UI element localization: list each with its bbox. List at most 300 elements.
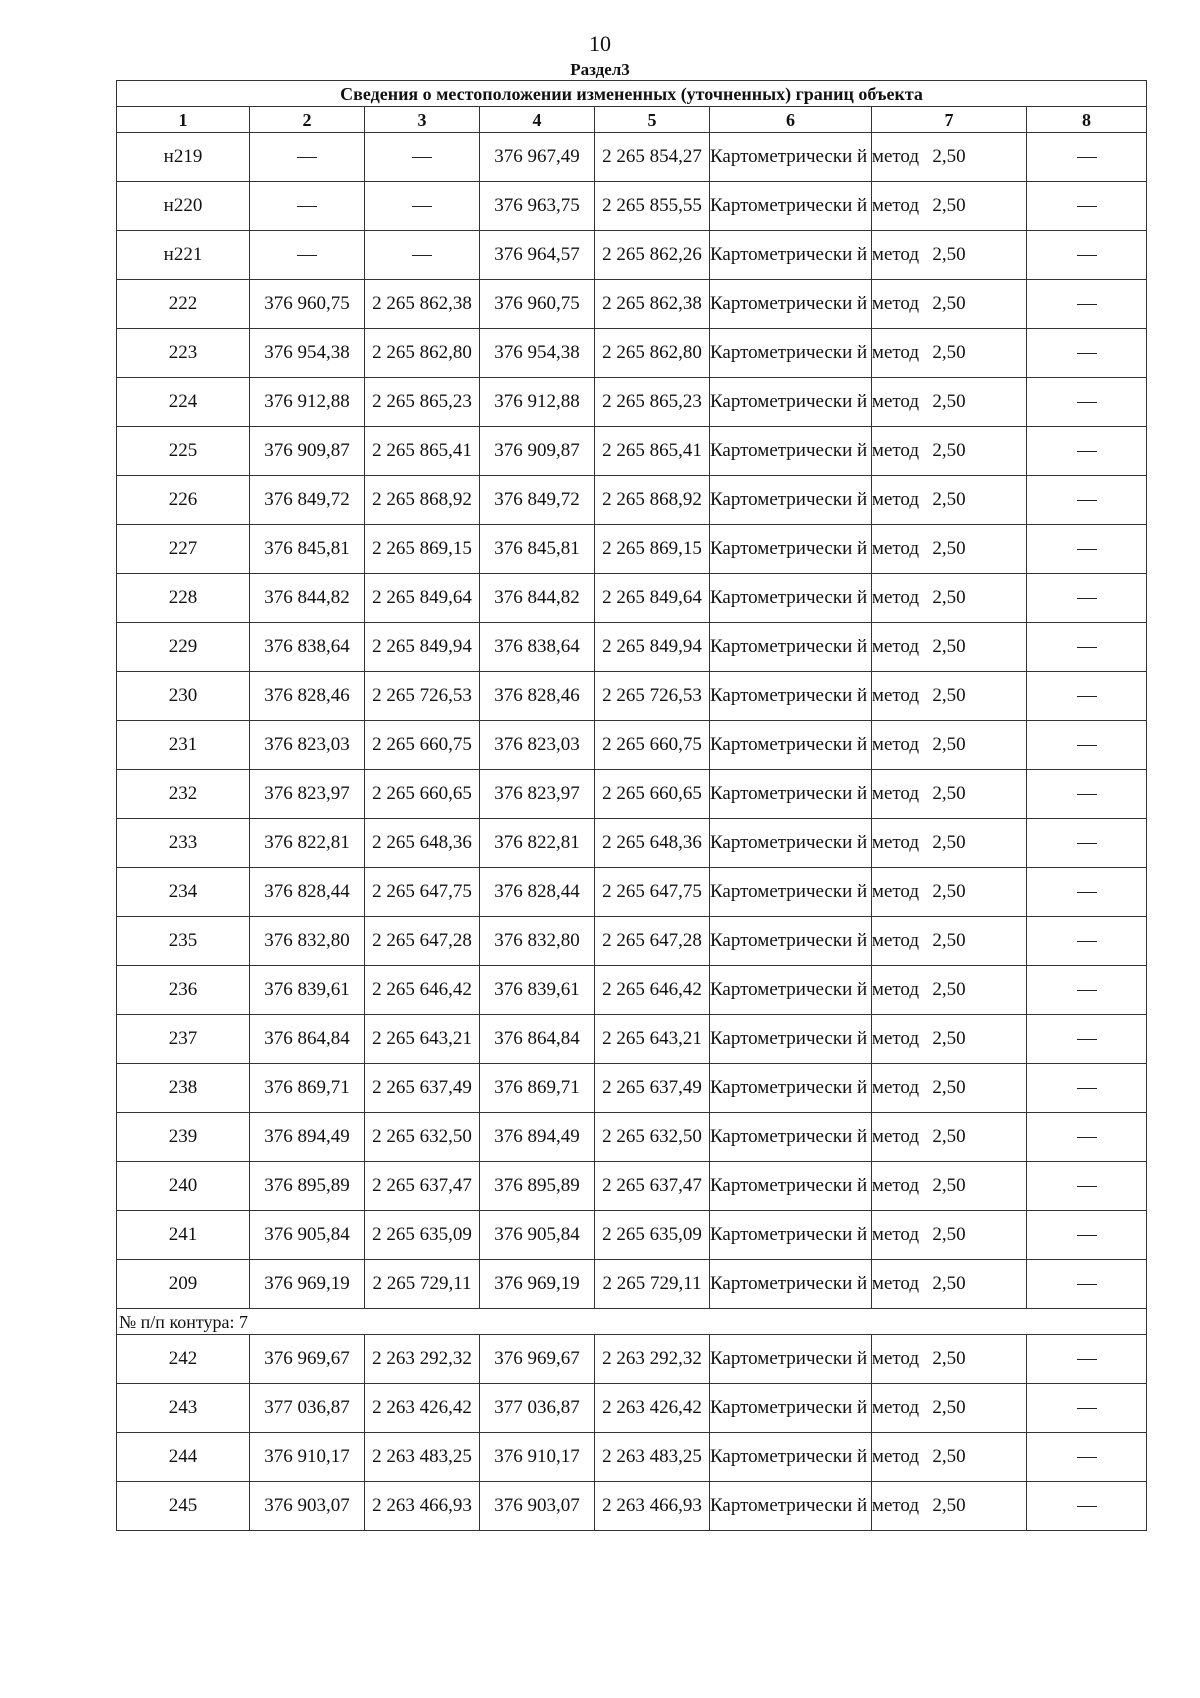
- point-number-cell: 230: [117, 672, 250, 721]
- dash-mark: [1077, 451, 1097, 452]
- new-x-cell: 376 954,38: [480, 329, 595, 378]
- accuracy-cell: 2,50: [872, 868, 1027, 917]
- new-y-cell: 2 265 637,47: [595, 1162, 710, 1211]
- dash-mark: [1077, 500, 1097, 501]
- dash-mark: [1077, 1457, 1097, 1458]
- table-row: [117, 378, 1147, 427]
- new-x-cell: 376 969,19: [480, 1260, 595, 1309]
- new-x-cell: 377 036,87: [480, 1384, 595, 1433]
- column-8-cell: [1027, 476, 1147, 525]
- dash-mark: [1077, 1137, 1097, 1138]
- accuracy-cell: 2,50: [872, 280, 1027, 329]
- accuracy-cell: 2,50: [872, 1015, 1027, 1064]
- existing-y-cell: 2 265 637,49: [365, 1064, 480, 1113]
- existing-y-cell: 2 265 865,23: [365, 378, 480, 427]
- existing-x-cell: 376 849,72: [250, 476, 365, 525]
- existing-y-cell: [365, 231, 480, 280]
- existing-x-cell: 376 869,71: [250, 1064, 365, 1113]
- table-row: [117, 917, 1147, 966]
- table-row: [117, 1384, 1147, 1433]
- new-y-cell: 2 265 868,92: [595, 476, 710, 525]
- new-x-cell: 376 869,71: [480, 1064, 595, 1113]
- method-cell: Картометрически й метод: [710, 1433, 872, 1482]
- column-8-cell: [1027, 378, 1147, 427]
- table-row: [117, 1482, 1147, 1531]
- new-y-cell: 2 265 855,55: [595, 182, 710, 231]
- point-number-cell: 234: [117, 868, 250, 917]
- new-x-cell: 376 903,07: [480, 1482, 595, 1531]
- existing-x-cell: 376 839,61: [250, 966, 365, 1015]
- table-row: [117, 1433, 1147, 1482]
- point-number-cell: 240: [117, 1162, 250, 1211]
- table-row: [117, 770, 1147, 819]
- new-y-cell: 2 265 849,94: [595, 623, 710, 672]
- point-number-cell: 227: [117, 525, 250, 574]
- existing-x-cell: 376 864,84: [250, 1015, 365, 1064]
- point-number-cell: 239: [117, 1113, 250, 1162]
- accuracy-cell: 2,50: [872, 721, 1027, 770]
- table-row: [117, 721, 1147, 770]
- column-number-5: 5: [595, 107, 710, 133]
- accuracy-cell: 2,50: [872, 623, 1027, 672]
- method-cell: Картометрически й метод: [710, 721, 872, 770]
- column-8-cell: [1027, 770, 1147, 819]
- dash-mark: [1077, 941, 1097, 942]
- method-cell: Картометрически й метод: [710, 476, 872, 525]
- method-cell: Картометрически й метод: [710, 280, 872, 329]
- method-cell: Картометрически й метод: [710, 1162, 872, 1211]
- point-number-cell: 237: [117, 1015, 250, 1064]
- table-row: [117, 329, 1147, 378]
- point-number-cell: 235: [117, 917, 250, 966]
- column-8-cell: [1027, 1260, 1147, 1309]
- column-number-6: 6: [710, 107, 872, 133]
- point-number-cell: н219: [117, 133, 250, 182]
- dash-mark: [297, 206, 317, 207]
- point-number-cell: 243: [117, 1384, 250, 1433]
- dash-mark: [1077, 1506, 1097, 1507]
- accuracy-cell: 2,50: [872, 1384, 1027, 1433]
- column-8-cell: [1027, 280, 1147, 329]
- existing-x-cell: 376 894,49: [250, 1113, 365, 1162]
- new-x-cell: 376 969,67: [480, 1335, 595, 1384]
- new-y-cell: 2 265 647,28: [595, 917, 710, 966]
- existing-x-cell: 376 954,38: [250, 329, 365, 378]
- dash-mark: [1077, 1088, 1097, 1089]
- dash-mark: [1077, 1284, 1097, 1285]
- accuracy-cell: 2,50: [872, 329, 1027, 378]
- existing-x-cell: [250, 133, 365, 182]
- method-cell: Картометрически й метод: [710, 1211, 872, 1260]
- dash-mark: [1077, 598, 1097, 599]
- new-x-cell: 376 828,44: [480, 868, 595, 917]
- accuracy-cell: 2,50: [872, 378, 1027, 427]
- column-8-cell: [1027, 868, 1147, 917]
- page-number: 10: [589, 31, 611, 56]
- method-cell: Картометрически й метод: [710, 1015, 872, 1064]
- new-y-cell: 2 263 292,32: [595, 1335, 710, 1384]
- new-x-cell: 376 910,17: [480, 1433, 595, 1482]
- column-8-cell: [1027, 819, 1147, 868]
- dash-mark: [1077, 157, 1097, 158]
- table-row: [117, 819, 1147, 868]
- point-number-cell: 232: [117, 770, 250, 819]
- existing-x-cell: [250, 231, 365, 280]
- existing-x-cell: 377 036,87: [250, 1384, 365, 1433]
- dash-mark: [297, 255, 317, 256]
- method-cell: Картометрически й метод: [710, 1064, 872, 1113]
- accuracy-cell: 2,50: [872, 1211, 1027, 1260]
- column-number-7: 7: [872, 107, 1027, 133]
- accuracy-cell: 2,50: [872, 917, 1027, 966]
- existing-y-cell: 2 265 868,92: [365, 476, 480, 525]
- existing-y-cell: 2 265 865,41: [365, 427, 480, 476]
- existing-y-cell: 2 263 483,25: [365, 1433, 480, 1482]
- point-number-cell: н221: [117, 231, 250, 280]
- new-y-cell: 2 265 643,21: [595, 1015, 710, 1064]
- method-cell: Картометрически й метод: [710, 917, 872, 966]
- point-number-cell: 231: [117, 721, 250, 770]
- column-number-8: 8: [1027, 107, 1147, 133]
- existing-x-cell: 376 912,88: [250, 378, 365, 427]
- point-number-cell: 245: [117, 1482, 250, 1531]
- existing-y-cell: 2 265 647,75: [365, 868, 480, 917]
- column-8-cell: [1027, 1335, 1147, 1384]
- existing-y-cell: [365, 182, 480, 231]
- point-number-cell: 238: [117, 1064, 250, 1113]
- dash-mark: [1077, 794, 1097, 795]
- column-8-cell: [1027, 231, 1147, 280]
- column-8-cell: [1027, 721, 1147, 770]
- column-8-cell: [1027, 182, 1147, 231]
- method-cell: Картометрически й метод: [710, 672, 872, 721]
- accuracy-cell: 2,50: [872, 819, 1027, 868]
- accuracy-cell: 2,50: [872, 182, 1027, 231]
- point-number-cell: 228: [117, 574, 250, 623]
- new-y-cell: 2 265 646,42: [595, 966, 710, 1015]
- method-cell: Картометрически й метод: [710, 378, 872, 427]
- accuracy-cell: 2,50: [872, 574, 1027, 623]
- accuracy-cell: 2,50: [872, 427, 1027, 476]
- table-row: [117, 133, 1147, 182]
- existing-y-cell: 2 265 637,47: [365, 1162, 480, 1211]
- dash-mark: [1077, 353, 1097, 354]
- point-number-cell: 242: [117, 1335, 250, 1384]
- column-number-2: 2: [250, 107, 365, 133]
- new-x-cell: 376 963,75: [480, 182, 595, 231]
- new-x-cell: 376 838,64: [480, 623, 595, 672]
- new-x-cell: 376 912,88: [480, 378, 595, 427]
- new-y-cell: 2 263 426,42: [595, 1384, 710, 1433]
- existing-x-cell: 376 838,64: [250, 623, 365, 672]
- table-row: [117, 1260, 1147, 1309]
- method-cell: Картометрически й метод: [710, 623, 872, 672]
- existing-x-cell: 376 823,03: [250, 721, 365, 770]
- method-cell: Картометрически й метод: [710, 1335, 872, 1384]
- contour-label: № п/п контура: 7: [117, 1309, 1147, 1335]
- new-y-cell: 2 263 483,25: [595, 1433, 710, 1482]
- method-cell: Картометрически й метод: [710, 819, 872, 868]
- existing-x-cell: 376 895,89: [250, 1162, 365, 1211]
- dash-mark: [412, 157, 432, 158]
- existing-y-cell: 2 265 648,36: [365, 819, 480, 868]
- existing-y-cell: 2 265 862,80: [365, 329, 480, 378]
- point-number-cell: 236: [117, 966, 250, 1015]
- new-x-cell: 376 823,03: [480, 721, 595, 770]
- column-8-cell: [1027, 1162, 1147, 1211]
- table-row: [117, 1113, 1147, 1162]
- new-x-cell: 376 828,46: [480, 672, 595, 721]
- point-number-cell: 244: [117, 1433, 250, 1482]
- table-row: [117, 280, 1147, 329]
- existing-y-cell: 2 263 466,93: [365, 1482, 480, 1531]
- method-cell: Картометрически й метод: [710, 525, 872, 574]
- new-x-cell: 376 864,84: [480, 1015, 595, 1064]
- dash-mark: [1077, 1186, 1097, 1187]
- accuracy-cell: 2,50: [872, 1260, 1027, 1309]
- column-8-cell: [1027, 133, 1147, 182]
- dash-mark: [1077, 745, 1097, 746]
- new-x-cell: 376 895,89: [480, 1162, 595, 1211]
- dash-mark: [1077, 206, 1097, 207]
- method-cell: Картометрически й метод: [710, 1384, 872, 1433]
- method-cell: Картометрически й метод: [710, 1260, 872, 1309]
- table-row: [117, 1335, 1147, 1384]
- new-x-cell: 376 905,84: [480, 1211, 595, 1260]
- method-cell: Картометрически й метод: [710, 133, 872, 182]
- existing-x-cell: 376 845,81: [250, 525, 365, 574]
- point-number-cell: 226: [117, 476, 250, 525]
- accuracy-cell: 2,50: [872, 1113, 1027, 1162]
- new-y-cell: 2 265 637,49: [595, 1064, 710, 1113]
- existing-y-cell: 2 265 849,64: [365, 574, 480, 623]
- column-8-cell: [1027, 623, 1147, 672]
- accuracy-cell: 2,50: [872, 1433, 1027, 1482]
- existing-y-cell: 2 265 729,11: [365, 1260, 480, 1309]
- new-y-cell: 2 265 726,53: [595, 672, 710, 721]
- existing-x-cell: [250, 182, 365, 231]
- method-cell: Картометрически й метод: [710, 966, 872, 1015]
- column-8-cell: [1027, 427, 1147, 476]
- new-y-cell: 2 265 869,15: [595, 525, 710, 574]
- contour-row: [117, 1309, 1147, 1335]
- column-8-cell: [1027, 329, 1147, 378]
- point-number-cell: 224: [117, 378, 250, 427]
- dash-mark: [1077, 1408, 1097, 1409]
- existing-x-cell: 376 905,84: [250, 1211, 365, 1260]
- existing-y-cell: 2 265 646,42: [365, 966, 480, 1015]
- new-y-cell: 2 265 660,65: [595, 770, 710, 819]
- dash-mark: [1077, 892, 1097, 893]
- point-number-cell: 241: [117, 1211, 250, 1260]
- point-number-cell: 209: [117, 1260, 250, 1309]
- column-number-4: 4: [480, 107, 595, 133]
- column-8-cell: [1027, 917, 1147, 966]
- new-y-cell: 2 265 660,75: [595, 721, 710, 770]
- existing-x-cell: 376 828,46: [250, 672, 365, 721]
- existing-y-cell: 2 265 849,94: [365, 623, 480, 672]
- accuracy-cell: 2,50: [872, 672, 1027, 721]
- new-y-cell: 2 265 854,27: [595, 133, 710, 182]
- column-8-cell: [1027, 1384, 1147, 1433]
- new-x-cell: 376 894,49: [480, 1113, 595, 1162]
- accuracy-cell: 2,50: [872, 1064, 1027, 1113]
- dash-mark: [1077, 1235, 1097, 1236]
- new-x-cell: 376 964,57: [480, 231, 595, 280]
- existing-x-cell: 376 823,97: [250, 770, 365, 819]
- dash-mark: [1077, 647, 1097, 648]
- table-row: [117, 525, 1147, 574]
- existing-x-cell: 376 903,07: [250, 1482, 365, 1531]
- new-y-cell: 2 265 862,38: [595, 280, 710, 329]
- table-row: [117, 476, 1147, 525]
- table-row: [117, 1211, 1147, 1260]
- method-cell: Картометрически й метод: [710, 1113, 872, 1162]
- point-number-cell: 233: [117, 819, 250, 868]
- method-cell: Картометрически й метод: [710, 231, 872, 280]
- existing-x-cell: 376 910,17: [250, 1433, 365, 1482]
- dash-mark: [1077, 549, 1097, 550]
- new-y-cell: 2 265 632,50: [595, 1113, 710, 1162]
- table-row: [117, 868, 1147, 917]
- table-title: Сведения о местоположении измененных (уточненных) границ объекта: [117, 81, 1147, 107]
- dash-mark: [1077, 1359, 1097, 1360]
- method-cell: Картометрически й метод: [710, 1482, 872, 1531]
- dash-mark: [412, 206, 432, 207]
- column-8-cell: [1027, 1211, 1147, 1260]
- point-number-cell: 223: [117, 329, 250, 378]
- existing-y-cell: 2 265 643,21: [365, 1015, 480, 1064]
- method-cell: Картометрически й метод: [710, 427, 872, 476]
- accuracy-cell: 2,50: [872, 1162, 1027, 1211]
- accuracy-cell: 2,50: [872, 133, 1027, 182]
- table-row: [117, 427, 1147, 476]
- column-8-cell: [1027, 1015, 1147, 1064]
- dash-mark: [1077, 990, 1097, 991]
- dash-mark: [1077, 255, 1097, 256]
- column-number-row: [117, 107, 1147, 133]
- existing-x-cell: 376 909,87: [250, 427, 365, 476]
- new-y-cell: 2 265 865,41: [595, 427, 710, 476]
- table-body: [117, 133, 1147, 1531]
- existing-y-cell: 2 263 292,32: [365, 1335, 480, 1384]
- existing-y-cell: 2 265 632,50: [365, 1113, 480, 1162]
- point-number-cell: 225: [117, 427, 250, 476]
- dash-mark: [1077, 304, 1097, 305]
- column-8-cell: [1027, 672, 1147, 721]
- existing-x-cell: 376 832,80: [250, 917, 365, 966]
- dash-mark: [297, 157, 317, 158]
- accuracy-cell: 2,50: [872, 476, 1027, 525]
- new-x-cell: 376 849,72: [480, 476, 595, 525]
- table-row: [117, 182, 1147, 231]
- accuracy-cell: 2,50: [872, 770, 1027, 819]
- new-x-cell: 376 822,81: [480, 819, 595, 868]
- dash-mark: [412, 255, 432, 256]
- table-row: [117, 1015, 1147, 1064]
- new-y-cell: 2 265 862,80: [595, 329, 710, 378]
- section-title: Раздел3: [570, 60, 630, 79]
- new-x-cell: 376 845,81: [480, 525, 595, 574]
- existing-y-cell: [365, 133, 480, 182]
- existing-x-cell: 376 960,75: [250, 280, 365, 329]
- accuracy-cell: 2,50: [872, 231, 1027, 280]
- point-number-cell: н220: [117, 182, 250, 231]
- new-x-cell: 376 909,87: [480, 427, 595, 476]
- existing-x-cell: 376 822,81: [250, 819, 365, 868]
- new-x-cell: 376 823,97: [480, 770, 595, 819]
- new-y-cell: 2 265 648,36: [595, 819, 710, 868]
- accuracy-cell: 2,50: [872, 966, 1027, 1015]
- existing-y-cell: 2 263 426,42: [365, 1384, 480, 1433]
- new-x-cell: 376 832,80: [480, 917, 595, 966]
- method-cell: Картометрически й метод: [710, 574, 872, 623]
- column-number-1: 1: [117, 107, 250, 133]
- accuracy-cell: 2,50: [872, 1482, 1027, 1531]
- point-number-cell: 222: [117, 280, 250, 329]
- table-row: [117, 1162, 1147, 1211]
- existing-y-cell: 2 265 869,15: [365, 525, 480, 574]
- new-x-cell: 376 839,61: [480, 966, 595, 1015]
- table-row: [117, 1064, 1147, 1113]
- new-x-cell: 376 844,82: [480, 574, 595, 623]
- method-cell: Картометрически й метод: [710, 868, 872, 917]
- table-row: [117, 623, 1147, 672]
- table-row: [117, 672, 1147, 721]
- existing-x-cell: 376 828,44: [250, 868, 365, 917]
- new-y-cell: 2 265 865,23: [595, 378, 710, 427]
- dash-mark: [1077, 696, 1097, 697]
- column-8-cell: [1027, 1482, 1147, 1531]
- new-y-cell: 2 265 849,64: [595, 574, 710, 623]
- column-8-cell: [1027, 525, 1147, 574]
- column-8-cell: [1027, 1064, 1147, 1113]
- column-number-3: 3: [365, 107, 480, 133]
- existing-x-cell: 376 969,67: [250, 1335, 365, 1384]
- method-cell: Картометрически й метод: [710, 329, 872, 378]
- existing-y-cell: 2 265 660,65: [365, 770, 480, 819]
- column-8-cell: [1027, 1113, 1147, 1162]
- existing-y-cell: 2 265 635,09: [365, 1211, 480, 1260]
- existing-y-cell: 2 265 647,28: [365, 917, 480, 966]
- table-row: [117, 574, 1147, 623]
- existing-x-cell: 376 844,82: [250, 574, 365, 623]
- point-number-cell: 229: [117, 623, 250, 672]
- boundary-coordinates-table: [116, 80, 1147, 1531]
- column-8-cell: [1027, 966, 1147, 1015]
- table-row: [117, 966, 1147, 1015]
- new-y-cell: 2 265 635,09: [595, 1211, 710, 1260]
- new-y-cell: 2 265 729,11: [595, 1260, 710, 1309]
- table-row: [117, 231, 1147, 280]
- existing-y-cell: 2 265 726,53: [365, 672, 480, 721]
- column-8-cell: [1027, 1433, 1147, 1482]
- dash-mark: [1077, 843, 1097, 844]
- dash-mark: [1077, 402, 1097, 403]
- method-cell: Картометрически й метод: [710, 182, 872, 231]
- accuracy-cell: 2,50: [872, 525, 1027, 574]
- new-y-cell: 2 265 647,75: [595, 868, 710, 917]
- existing-y-cell: 2 265 660,75: [365, 721, 480, 770]
- new-x-cell: 376 967,49: [480, 133, 595, 182]
- column-8-cell: [1027, 574, 1147, 623]
- existing-x-cell: 376 969,19: [250, 1260, 365, 1309]
- new-x-cell: 376 960,75: [480, 280, 595, 329]
- existing-y-cell: 2 265 862,38: [365, 280, 480, 329]
- method-cell: Картометрически й метод: [710, 770, 872, 819]
- accuracy-cell: 2,50: [872, 1335, 1027, 1384]
- new-y-cell: 2 263 466,93: [595, 1482, 710, 1531]
